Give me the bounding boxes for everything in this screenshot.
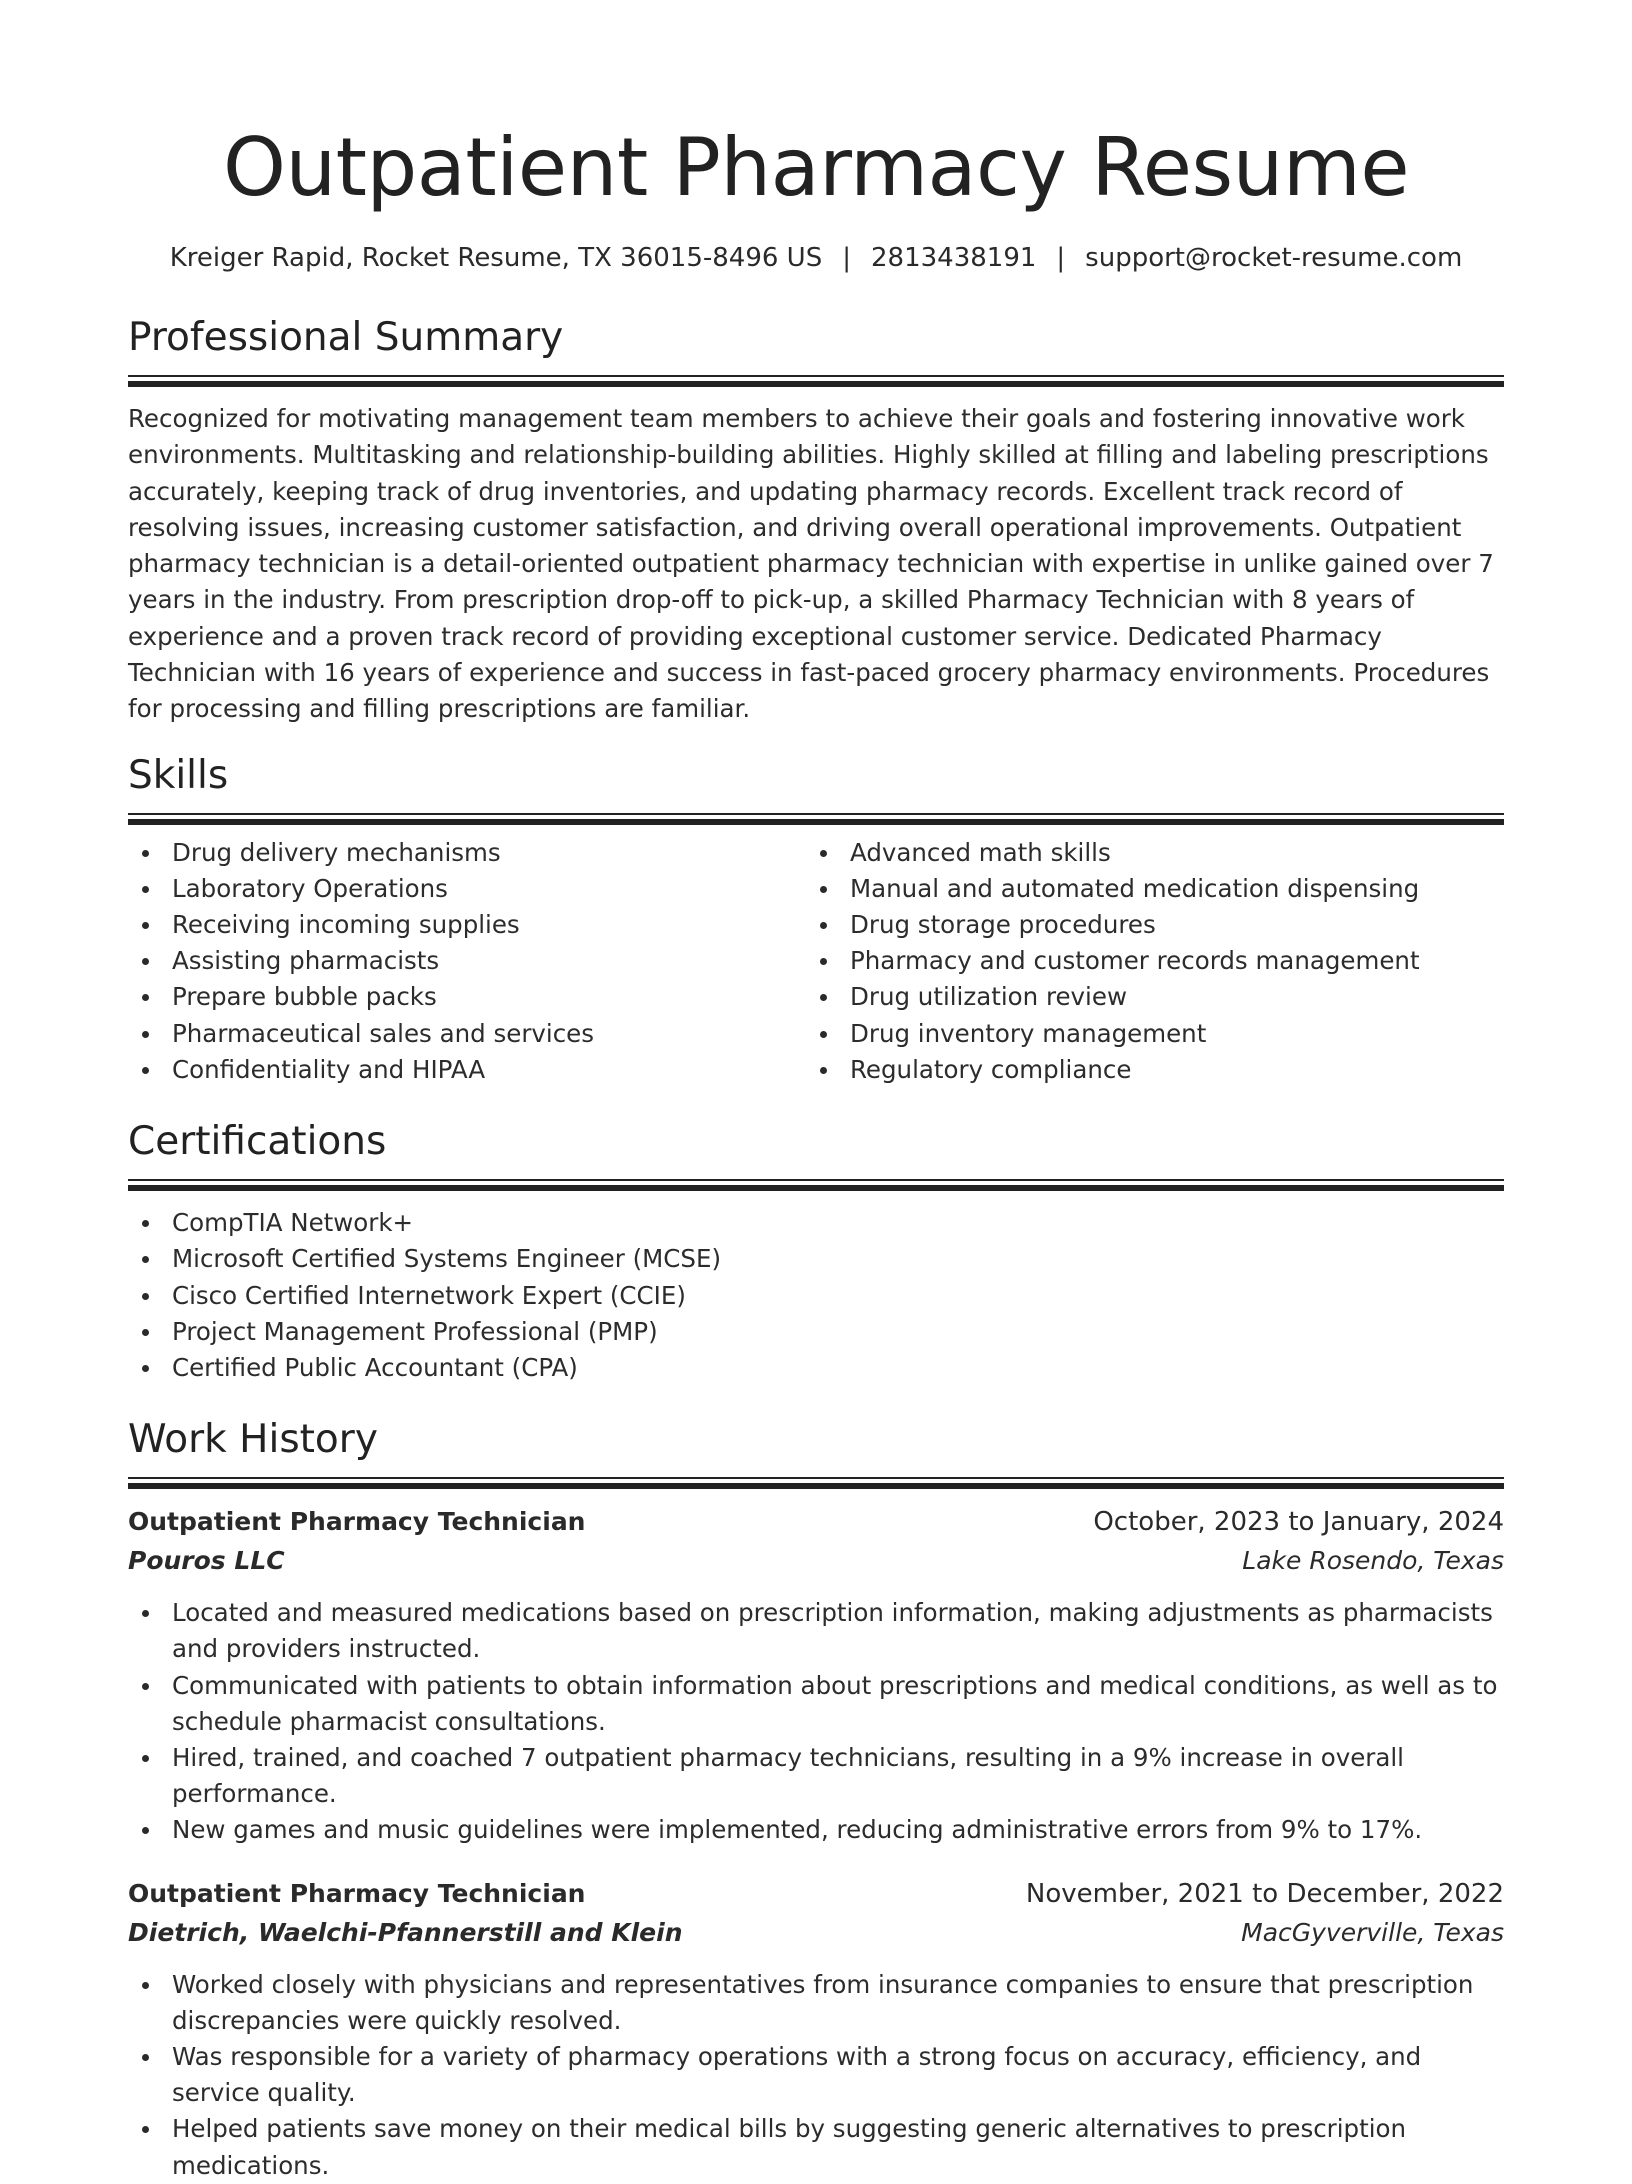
skills-section — [128, 752, 1504, 1088]
contact-address: Kreiger Rapid, Rocket Resume, TX 36015-8496 US — [169, 243, 823, 273]
skill-item: Drug utilization review — [806, 979, 1484, 1015]
job-duty: Hired, trained, and coached 7 outpatient pharmacy technicians, resulting in a 9% increase in overall performance. — [128, 1740, 1504, 1812]
work-history-section — [128, 1416, 1504, 2184]
job-dates: November, 2021 to December, 2022 — [1025, 1878, 1504, 1909]
job-company: Pouros LLC — [128, 1546, 285, 1576]
skills-heading: Skills — [128, 752, 229, 798]
job-entry — [128, 1503, 1504, 1848]
contact-line — [128, 240, 1504, 276]
skill-item: Manual and automated medication dispensing — [806, 871, 1484, 907]
certification-item: Certified Public Accountant (CPA) — [128, 1350, 1504, 1386]
job-header — [128, 1503, 1504, 1541]
skill-item: Drug inventory management — [806, 1016, 1484, 1052]
job-subheader — [128, 1913, 1504, 1953]
section-divider — [128, 813, 1504, 825]
section-divider — [128, 1477, 1504, 1489]
certifications-heading: Certifications — [128, 1119, 387, 1165]
job-subheader — [128, 1541, 1504, 1581]
certification-item: CompTIA Network+ — [128, 1205, 1504, 1241]
skill-item: Pharmaceutical sales and services — [128, 1016, 806, 1052]
job-duty: Worked closely with physicians and representatives from insurance companies to ensure that prescription discrepancies were quickly resolved. — [128, 1967, 1504, 2039]
resume-page — [128, 0, 1504, 2184]
job-duty: New games and music guidelines were implemented, reducing administrative errors from 9% to 17%. — [128, 1812, 1504, 1848]
skill-item: Prepare bubble packs — [128, 979, 806, 1015]
job-duties-list — [128, 1595, 1504, 1848]
work-history-heading: Work History — [128, 1417, 378, 1463]
certification-item: Microsoft Certified Systems Engineer (MCSE) — [128, 1241, 1504, 1277]
summary-section — [128, 314, 1504, 728]
job-title: Outpatient Pharmacy Technician — [128, 1507, 586, 1537]
summary-heading: Professional Summary — [128, 315, 564, 360]
skill-item: Regulatory compliance — [806, 1052, 1484, 1088]
skill-item: Pharmacy and customer records management — [806, 943, 1484, 979]
certification-item: Cisco Certified Internetwork Expert (CCIE) — [128, 1278, 1504, 1314]
job-title: Outpatient Pharmacy Technician — [128, 1878, 586, 1908]
skill-item: Advanced math skills — [806, 835, 1484, 871]
job-header — [128, 1875, 1504, 1913]
resume-title: Outpatient Pharmacy Resume — [222, 121, 1410, 214]
job-duty: Communicated with patients to obtain information about prescriptions and medical conditions, as well as to schedule pharmacist consultations. — [128, 1668, 1504, 1740]
certification-item: Project Management Professional (PMP) — [128, 1314, 1504, 1350]
skills-left-list — [128, 835, 806, 1088]
contact-separator: | — [1056, 243, 1066, 273]
certifications-section — [128, 1118, 1504, 1386]
job-duties-list — [128, 1967, 1504, 2184]
certifications-list — [128, 1205, 1504, 1386]
job-location: MacGyverville, Texas — [1241, 1917, 1504, 1947]
skill-item: Assisting pharmacists — [128, 943, 806, 979]
skill-item: Confidentiality and HIPAA — [128, 1052, 806, 1088]
job-company: Dietrich, Waelchi-Pfannerstill and Klein — [128, 1917, 683, 1947]
skill-item: Laboratory Operations — [128, 871, 806, 907]
skill-item: Drug delivery mechanisms — [128, 835, 806, 871]
contact-phone: 2813438191 — [870, 243, 1037, 273]
skill-item: Drug storage procedures — [806, 907, 1484, 943]
summary-text: Recognized for motivating management team members to achieve their goals and fostering innovative work environments. Multitasking and relationship-building abilities. Highly skilled at filling and labeling prescriptions accurately, keeping track of drug inventories, and updating pharmacy records. Excellent track record of resolving issues, increasing customer satisfaction, and driving overall operational improvements. Outpatient pharmacy technician is a detail-oriented outpatient pharmacy technician with expertise in unlike gained over 7 years in the industry. From prescription drop-off to pick-up, a skilled Pharmacy Technician with 8 years of experience and a proven track record of providing exceptional customer service. Dedicated Pharmacy Technician with 16 years of experience and success in fast-paced grocery pharmacy environments. Procedures for processing and filling prescriptions are familiar. — [128, 404, 1494, 724]
job-entry — [128, 1875, 1504, 2184]
skills-grid — [128, 835, 1504, 1088]
contact-email: support@rocket-resume.com — [1085, 243, 1463, 273]
job-location: Lake Rosendo, Texas — [1242, 1546, 1504, 1576]
skills-right-list — [806, 835, 1484, 1088]
job-duty: Located and measured medications based on prescription information, making adjustments as pharmacists and providers instructed. — [128, 1595, 1504, 1667]
job-dates: October, 2023 to January, 2024 — [1093, 1507, 1504, 1538]
job-duty: Was responsible for a variety of pharmacy operations with a strong focus on accuracy, efficiency, and service quality. — [128, 2039, 1504, 2111]
contact-separator: | — [842, 243, 851, 273]
section-divider — [128, 375, 1504, 387]
section-divider — [128, 1179, 1504, 1191]
job-duty: Helped patients save money on their medical bills by suggesting generic alternatives to prescription medications. — [128, 2111, 1504, 2183]
skill-item: Receiving incoming supplies — [128, 907, 806, 943]
